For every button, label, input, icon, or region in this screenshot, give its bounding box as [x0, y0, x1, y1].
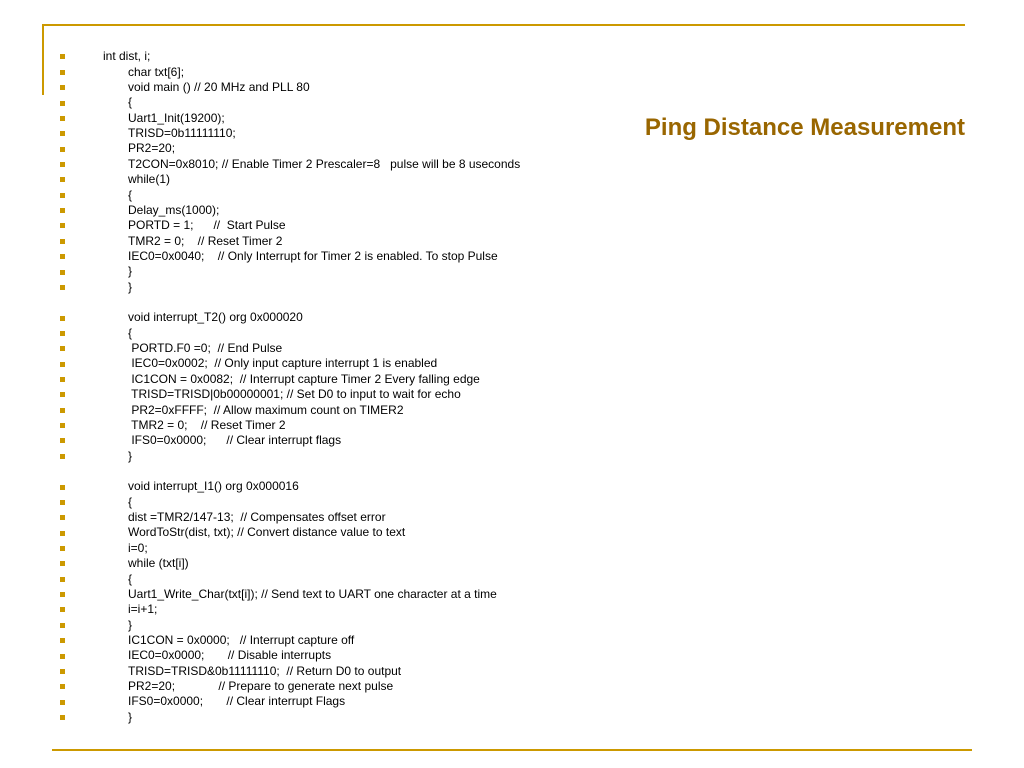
square-bullet-icon [60, 131, 65, 136]
code-line [0, 602, 1024, 617]
code-line-text: { [128, 187, 133, 202]
square-bullet-icon [60, 454, 65, 459]
square-bullet-icon [60, 577, 65, 582]
code-line [0, 249, 1024, 264]
code-line-text: IEC0=0x0000; // Disable interrupts [128, 648, 332, 663]
code-line [0, 234, 1024, 249]
code-line-text: { [128, 494, 133, 509]
code-line-text: TMR2 = 0; // Reset Timer 2 [128, 417, 286, 432]
code-line-text: { [128, 571, 133, 586]
code-line [0, 387, 1024, 402]
code-line-text: IFS0=0x0000; // Clear interrupt Flags [128, 694, 346, 709]
square-bullet-icon [60, 362, 65, 367]
square-bullet-icon [60, 208, 65, 213]
square-bullet-icon [60, 392, 65, 397]
square-bullet-icon [60, 607, 65, 612]
code-line [0, 710, 1024, 725]
code-line-text: TRISD=0b11111110; [128, 126, 236, 141]
code-line [0, 587, 1024, 602]
code-line [0, 264, 1024, 279]
square-bullet-icon [60, 654, 65, 659]
square-bullet-icon [60, 101, 65, 106]
code-line [0, 188, 1024, 203]
code-line [0, 157, 1024, 172]
code-line [0, 372, 1024, 387]
code-line-text: while(1) [128, 172, 171, 187]
code-line [0, 126, 1024, 141]
code-line [0, 664, 1024, 679]
square-bullet-icon [60, 638, 65, 643]
square-bullet-icon [60, 316, 65, 321]
code-line-text: { [128, 325, 133, 340]
code-line [0, 418, 1024, 433]
square-bullet-icon [60, 285, 65, 290]
code-line [0, 618, 1024, 633]
square-bullet-icon [60, 561, 65, 566]
slide-title: Ping Distance Measurement [644, 114, 965, 141]
code-line [0, 403, 1024, 418]
code-line-text: } [128, 617, 133, 632]
code-line [0, 356, 1024, 371]
square-bullet-icon [60, 715, 65, 720]
code-line-text: i=i+1; [128, 602, 158, 617]
code-line-text: PORTD = 1; // Start Pulse [128, 218, 286, 233]
code-line-text: T2CON=0x8010; // Enable Timer 2 Prescaler=8 pulse will be 8 useconds [128, 156, 521, 171]
code-line [0, 541, 1024, 556]
square-bullet-icon [60, 177, 65, 182]
code-line-text: IFS0=0x0000; // Clear interrupt flags [128, 433, 342, 448]
code-line-text: PORTD.F0 =0; // End Pulse [128, 341, 283, 356]
square-bullet-icon [60, 193, 65, 198]
code-line [0, 65, 1024, 80]
square-bullet-icon [60, 669, 65, 674]
code-line-text: char txt[6]; [128, 64, 185, 79]
code-line [0, 556, 1024, 571]
code-line [0, 679, 1024, 694]
code-line [0, 495, 1024, 510]
code-line-text: Uart1_Init(19200); [128, 110, 225, 125]
square-bullet-icon [60, 700, 65, 705]
code-line-text: void main () // 20 MHz and PLL 80 [128, 80, 310, 95]
code-line-text: int dist, i; [103, 49, 151, 64]
code-line-text: } [128, 279, 133, 294]
code-line [0, 341, 1024, 356]
square-bullet-icon [60, 423, 65, 428]
square-bullet-icon [60, 684, 65, 689]
code-line [0, 310, 1024, 325]
code-line-text: IEC0=0x0040; // Only Interrupt for Timer 2 is enabled. To stop Pulse [128, 248, 498, 263]
code-line-text: } [128, 264, 133, 279]
code-line [0, 572, 1024, 587]
code-line [0, 80, 1024, 95]
square-bullet-icon [60, 485, 65, 490]
square-bullet-icon [60, 377, 65, 382]
code-line-text: WordToStr(dist, txt); // Convert distance value to text [128, 525, 406, 540]
code-line [0, 433, 1024, 448]
code-line-text: IC1CON = 0x0082; // Interrupt capture Timer 2 Every falling edge [128, 371, 480, 386]
code-line-text: void interrupt_I1() org 0x000016 [128, 479, 299, 494]
square-bullet-icon [60, 592, 65, 597]
code-line-text: while (txt[i]) [128, 556, 189, 571]
code-line [0, 510, 1024, 525]
code-line-text: } [128, 709, 133, 724]
square-bullet-icon [60, 546, 65, 551]
code-line-text: { [128, 95, 133, 110]
code-line [0, 218, 1024, 233]
code-line [0, 326, 1024, 341]
square-bullet-icon [60, 54, 65, 59]
square-bullet-icon [60, 331, 65, 336]
code-line-text: Delay_ms(1000); [128, 202, 220, 217]
square-bullet-icon [60, 254, 65, 259]
code-bullet-list [0, 49, 1024, 725]
main-function-block [0, 49, 1024, 295]
bottom-divider-line [52, 749, 972, 751]
code-line [0, 648, 1024, 663]
top-divider-line [42, 24, 965, 26]
code-line-text: PR2=0xFFFF; // Allow maximum count on TIMER2 [128, 402, 404, 417]
square-bullet-icon [60, 531, 65, 536]
square-bullet-icon [60, 408, 65, 413]
square-bullet-icon [60, 515, 65, 520]
code-line [0, 172, 1024, 187]
square-bullet-icon [60, 623, 65, 628]
square-bullet-icon [60, 223, 65, 228]
square-bullet-icon [60, 438, 65, 443]
code-line [0, 280, 1024, 295]
code-line [0, 449, 1024, 464]
code-line-text: TRISD=TRISD|0b00000001; // Set D0 to input to wait for echo [128, 387, 461, 402]
code-line [0, 95, 1024, 110]
square-bullet-icon [60, 346, 65, 351]
square-bullet-icon [60, 239, 65, 244]
code-line-text: Uart1_Write_Char(txt[i]); // Send text to UART one character at a time [128, 586, 497, 601]
code-line [0, 111, 1024, 126]
square-bullet-icon [60, 116, 65, 121]
code-line-text: IC1CON = 0x0000; // Interrupt capture off [128, 632, 355, 647]
code-line-text: TRISD=TRISD&0b11111110; // Return D0 to output [128, 663, 402, 678]
code-line [0, 525, 1024, 540]
code-line-text: i=0; [128, 540, 148, 555]
capture-interrupt-block [0, 479, 1024, 725]
square-bullet-icon [60, 500, 65, 505]
code-line-text: TMR2 = 0; // Reset Timer 2 [128, 233, 283, 248]
square-bullet-icon [60, 85, 65, 90]
square-bullet-icon [60, 147, 65, 152]
code-line-text: IEC0=0x0002; // Only input capture interrupt 1 is enabled [128, 356, 438, 371]
timer2-interrupt-block [0, 310, 1024, 464]
square-bullet-icon [60, 162, 65, 167]
code-line-text: PR2=20; // Prepare to generate next pulse [128, 679, 394, 694]
code-line [0, 49, 1024, 64]
code-line-text: PR2=20; [128, 141, 176, 156]
code-line [0, 479, 1024, 494]
code-line [0, 694, 1024, 709]
code-line-text: } [128, 448, 133, 463]
square-bullet-icon [60, 270, 65, 275]
code-line [0, 141, 1024, 156]
code-line [0, 203, 1024, 218]
square-bullet-icon [60, 70, 65, 75]
code-line-text: dist =TMR2/147-13; // Compensates offset error [128, 510, 386, 525]
code-line-text: void interrupt_T2() org 0x000020 [128, 310, 303, 325]
code-line [0, 633, 1024, 648]
